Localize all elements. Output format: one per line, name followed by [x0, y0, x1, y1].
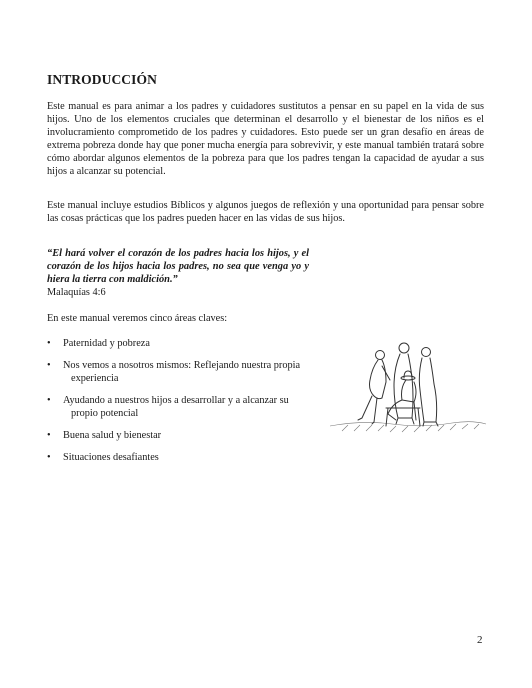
- list-intro: En este manual veremos cinco áreas claves:: [47, 313, 228, 324]
- intro-paragraph: Este manual es para animar a los padres y cuidadores sustitutos a pensar en su papel en la vida de sus hijos. Uno de los elementos cruciales que determinan el desarrollo y el bienestar de los niños es el involucramiento comprometido de los padres y cuidadores. Esto puede ser un gran desafío en áreas de extrema pobreza donde hay que poner mucha energía para sobrevivir, y este manual también tratará sobre cómo abordar algunos elementos de la pobreza para que los padres tengan la capacidad de ayudar a sus hijos a alcanzar su potencial.: [47, 101, 484, 178]
- list-item: [47, 430, 337, 443]
- list-item-text: Buena salud y bienestar: [63, 429, 162, 441]
- list-item-text-continued: propio potencial: [71, 407, 139, 419]
- bullet-icon: •: [47, 338, 51, 349]
- bullet-icon: •: [47, 451, 51, 463]
- quote-reference: Malaquías 4:6: [47, 287, 106, 298]
- list-item: [47, 395, 337, 420]
- list-item-text: Situaciones desafiantes: [63, 451, 159, 463]
- manual-contents-paragraph: Este manual incluye estudios Bíblicos y algunos juegos de reflexión y una oportunidad para pensar sobre las cosas prácticas que los padres pueden hacer en las vidas de sus hijos.: [47, 200, 484, 225]
- list-item: [47, 338, 337, 351]
- page-number: 2: [477, 634, 483, 646]
- page-title: INTRODUCCIÓN: [47, 72, 157, 87]
- bullet-icon: •: [47, 394, 51, 406]
- list-item-text: Nos vemos a nosotros mismos: Reflejando nuestra propia: [63, 360, 301, 372]
- bullet-icon: •: [47, 429, 51, 441]
- list-item-text: Ayudando a nuestros hijos a desarrollar y a alcanzar su: [63, 394, 289, 406]
- bible-quote: “El hará volver el corazón de los padres hacia los hijos, y el corazón de los hijos hacia los padres, no sea que venga yo y hiera la tierra con maldición.”: [47, 248, 309, 286]
- bullet-icon: •: [47, 360, 51, 372]
- list-item-text-continued: experiencia: [71, 372, 119, 384]
- list-item: [47, 452, 337, 465]
- family-group-sketch-icon: [322, 338, 490, 438]
- key-areas-list: [47, 338, 337, 474]
- list-item-text: Paternidad y pobreza: [63, 338, 150, 349]
- list-item: [47, 360, 337, 385]
